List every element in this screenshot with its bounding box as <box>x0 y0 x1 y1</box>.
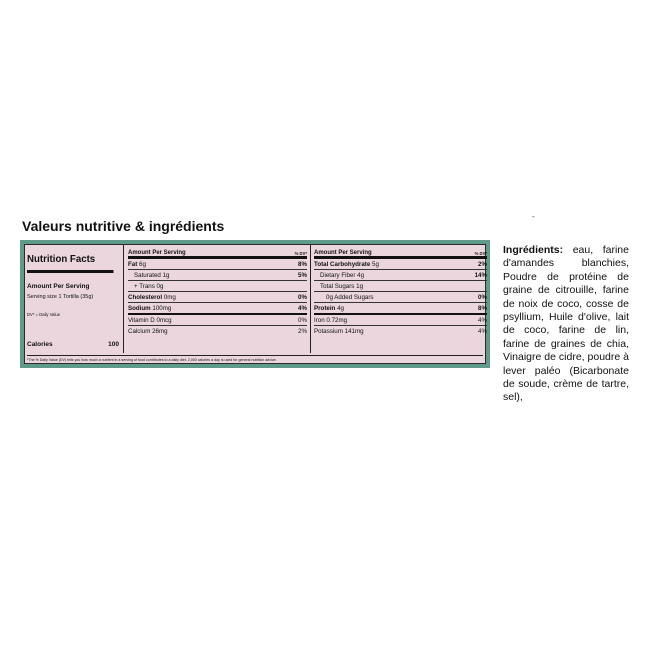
nutrient-name: + Trans <box>134 282 155 290</box>
nutrient-amount: 0mg <box>163 293 176 301</box>
nutrient-dv: 2% <box>478 260 487 268</box>
nutrient-name: Sodium <box>128 304 151 312</box>
nutrient-name: Cholesterol <box>128 293 163 301</box>
nutrient-name: Iron <box>314 316 325 324</box>
nutrient-name: Total Sugars <box>320 282 355 290</box>
nutrition-label <box>24 244 486 364</box>
daily-value-footnote: *The % Daily Value (DV) tells you how much a nutrient in a serving of food contributes to a daily diet. 2,000 calories a day is used for general nutrition advice. <box>27 355 483 362</box>
column-header-label: Amount Per Serving <box>314 250 372 256</box>
nutrient-row-added-sugars <box>314 292 487 303</box>
nutrient-row-potassium <box>314 326 487 336</box>
nutrient-column-left <box>128 245 311 353</box>
nutrition-facts-summary <box>27 245 124 353</box>
nutrient-dv: 2% <box>298 327 307 335</box>
nutrient-row-vitamin-d <box>128 315 307 326</box>
nutrient-row-iron <box>314 315 487 326</box>
nutrient-dv: 4% <box>478 316 487 324</box>
column-header-label: Amount Per Serving <box>128 250 186 256</box>
nutrient-amount: 1g <box>356 282 364 290</box>
nutrient-amount: 1g <box>162 271 170 279</box>
column-header <box>314 245 487 259</box>
nutrient-name: 0g Added Sugars <box>326 293 374 301</box>
nutrient-amount: 5g <box>372 260 379 268</box>
serving-size: Serving size 1 Tortilla (35g) <box>27 294 94 300</box>
nutrient-dv: 4% <box>478 327 487 335</box>
nutrient-row-total-sugars <box>314 281 487 292</box>
nutrient-row-total-carbohydrate <box>314 259 487 270</box>
nutrient-amount: 141mg <box>344 327 364 335</box>
nutrient-row-protein <box>314 303 487 315</box>
nutrient-name: Vitamin D <box>128 316 155 324</box>
section-heading: Valeurs nutritive & ingrédients <box>22 218 225 234</box>
nutrient-column-right <box>314 245 490 353</box>
nutrition-facts-title: Nutrition Facts <box>27 245 113 273</box>
nutrient-dv: 5% <box>298 271 307 279</box>
nutrient-row-sodium <box>128 303 307 315</box>
nutrient-amount: 100mg <box>152 304 172 312</box>
nutrient-amount: 0g <box>156 282 164 290</box>
nutrient-amount: 0.72mg <box>326 316 348 324</box>
nutrient-dv: 8% <box>478 304 487 312</box>
nutrient-row-dietary-fiber <box>314 270 487 281</box>
column-header-dv: % DV* <box>474 251 487 256</box>
ingredients-text: eau, farine d'amandes blanchies, Poudre de protéine de graine de citrouille, farine de noix de coco, cosse de psyllium, Huile d'olive, lait de coco, farine de lin, farine de graines de chia, Vinaigre de cidre, poudre à lever paléo (Bicarbonate de soude, crème de tartre, sel), <box>503 244 629 404</box>
column-header <box>128 245 307 259</box>
nutrient-name: Protein <box>314 304 336 312</box>
nutrient-row-cholesterol <box>128 292 307 303</box>
nutrient-name: Total Carbohydrate <box>314 260 371 268</box>
nutrient-name: Saturated <box>134 271 161 279</box>
nutrient-amount: 4g <box>357 271 365 279</box>
nutrient-amount: 26mg <box>152 327 168 335</box>
nutrient-amount: 0mcg <box>156 316 172 324</box>
calories-label: Calories <box>27 341 53 348</box>
nutrient-dv: 14% <box>474 271 487 279</box>
nutrient-name: Dietary Fiber <box>320 271 356 279</box>
ingredients-list <box>503 244 629 405</box>
ingredients-label: Ingrédients: <box>503 244 564 256</box>
column-header-dv: % DV* <box>294 251 307 256</box>
nutrient-amount: 4g <box>337 304 344 312</box>
calories-row <box>27 341 119 348</box>
calories-value: 100 <box>108 341 119 348</box>
nutrient-name: Calcium <box>128 327 151 335</box>
nutrient-row-saturated <box>128 270 307 281</box>
nutrient-dv: 0% <box>298 316 307 324</box>
nutrient-row-trans <box>128 281 307 292</box>
nutrient-amount: 6g <box>139 260 146 268</box>
nutrient-dv: 0% <box>298 293 307 301</box>
nutrient-name: Fat <box>128 260 138 268</box>
dv-note: DV* = Daily Value <box>27 312 61 317</box>
nutrient-name: Potassium <box>314 327 343 335</box>
nutrient-dv: 0% <box>478 293 487 301</box>
nutrient-dv: 8% <box>298 260 307 268</box>
corner-mark: - <box>532 212 535 221</box>
amount-per-serving-label: Amount Per Serving <box>27 283 90 290</box>
nutrient-dv: 4% <box>298 304 307 312</box>
nutrient-row-fat <box>128 259 307 270</box>
nutrition-label-panel <box>20 240 490 368</box>
nutrient-row-calcium <box>128 326 307 336</box>
